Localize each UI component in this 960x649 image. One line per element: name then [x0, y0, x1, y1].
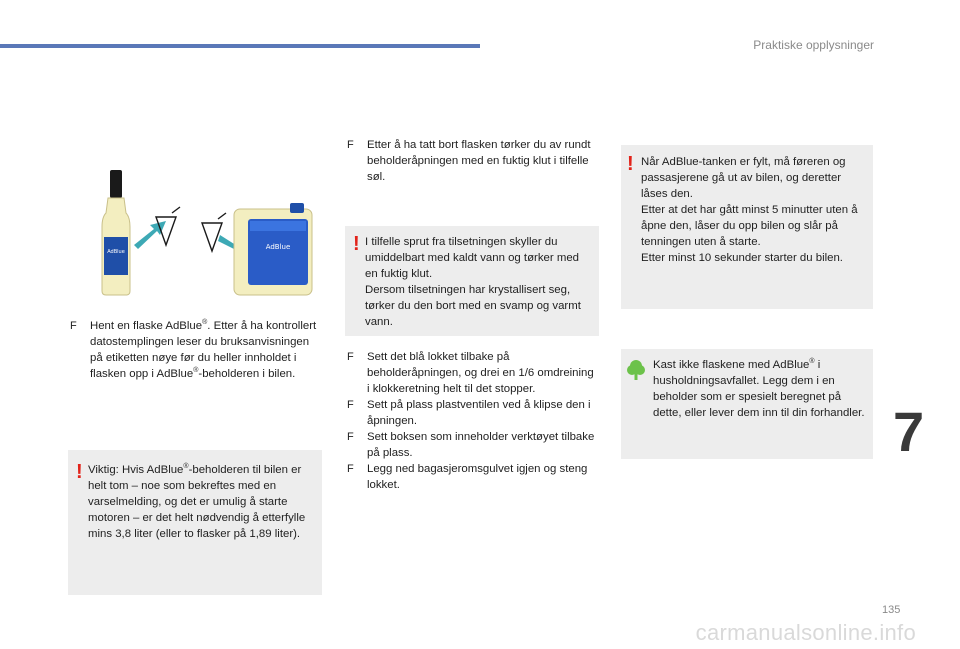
warning-box	[68, 450, 322, 595]
bullet-marker: F	[70, 320, 77, 332]
list-item: F Sett det blå lokket tilbake på beholderåpningen, og drei en 1/6 omdreining i klokkeretning helt til det stopper.	[347, 351, 594, 395]
instruction-bullet: F Etter å ha tatt bort flasken tørker du av rundt beholderåpningen med en fuktig klut i tilfelle søl.	[347, 137, 599, 185]
page-number: 135	[882, 604, 901, 616]
section-title: Praktiske opplysninger	[753, 38, 874, 52]
warning-box	[621, 145, 873, 309]
bottle-label: AdBlue	[107, 249, 125, 255]
warning-icon: !	[627, 153, 634, 175]
watermark: carmanualsonline.info	[695, 620, 916, 645]
list-item: F Sett på plass plastventilen ved å klipse den i åpningen.	[347, 399, 591, 427]
top-accent-bar	[0, 44, 480, 48]
eco-info-box	[621, 349, 873, 459]
list-item: F Legg ned bagasjeromsgulvet igjen og steng lokket.	[347, 463, 588, 491]
warning-icon: !	[353, 233, 360, 255]
warning-text: I tilfelle sprut fra tilsetningen skyller du umiddelbart med kaldt vann og tørker med en fuktig klut. Dersom tilsetningen har krystallisert seg, tørker du den bort med en svamp og varmt vann.	[365, 236, 581, 328]
arrow-icon	[134, 221, 166, 249]
warning-text: Når AdBlue-tanken er fylt, må føreren og passasjerene gå ut av bilen, og deretter låses den. Etter at det har gått minst 5 minutter uten å åpne den, låser du opp bilen og slår på tenningen uten å starte. Etter minst 10 sekunder starter du bilen.	[641, 156, 858, 264]
instruction-bullet	[70, 318, 320, 382]
jerrycan-label: AdBlue	[265, 243, 291, 251]
valve-icon	[156, 207, 180, 245]
valve-icon	[202, 213, 226, 251]
chapter-number: 7	[893, 400, 925, 463]
adblue-refill-illustration	[80, 165, 320, 300]
adblue-jerrycan	[234, 203, 312, 295]
adblue-bottle	[102, 170, 130, 295]
list-item: F Sett boksen som inneholder verktøyet tilbake på plass.	[347, 431, 595, 459]
warning-text: Viktig: Hvis AdBlue®-beholderen til bilen er helt tom – noe som bekreftes med en varselmelding, og det er umulig å starte motoren – er det helt nødvendig å etterfylle mins 3,8 liter (eller to flasker på 1,89 liter).	[88, 463, 306, 540]
instruction-text: Hent en flaske AdBlue®. Etter å ha kontrollert datostemplingen leser du bruksanvisningen på etiketten nøye før du heller innholdet i flasken opp i AdBlue®-beholderen i bilen.	[90, 319, 317, 380]
warning-icon: !	[76, 461, 83, 483]
warning-box	[345, 226, 599, 336]
tree-icon	[627, 359, 645, 381]
eco-info-text: Kast ikke flaskene med AdBlue® i husholdningsavfallet. Legg dem i en beholder som er spesielt beregnet på dette, eller lever dem inn til din forhandler.	[653, 358, 865, 419]
instruction-text: Etter å ha tatt bort flasken tørker du av rundt beholderåpningen med en fuktig klut i tilfelle søl.	[367, 139, 591, 183]
steps-list	[347, 349, 599, 493]
